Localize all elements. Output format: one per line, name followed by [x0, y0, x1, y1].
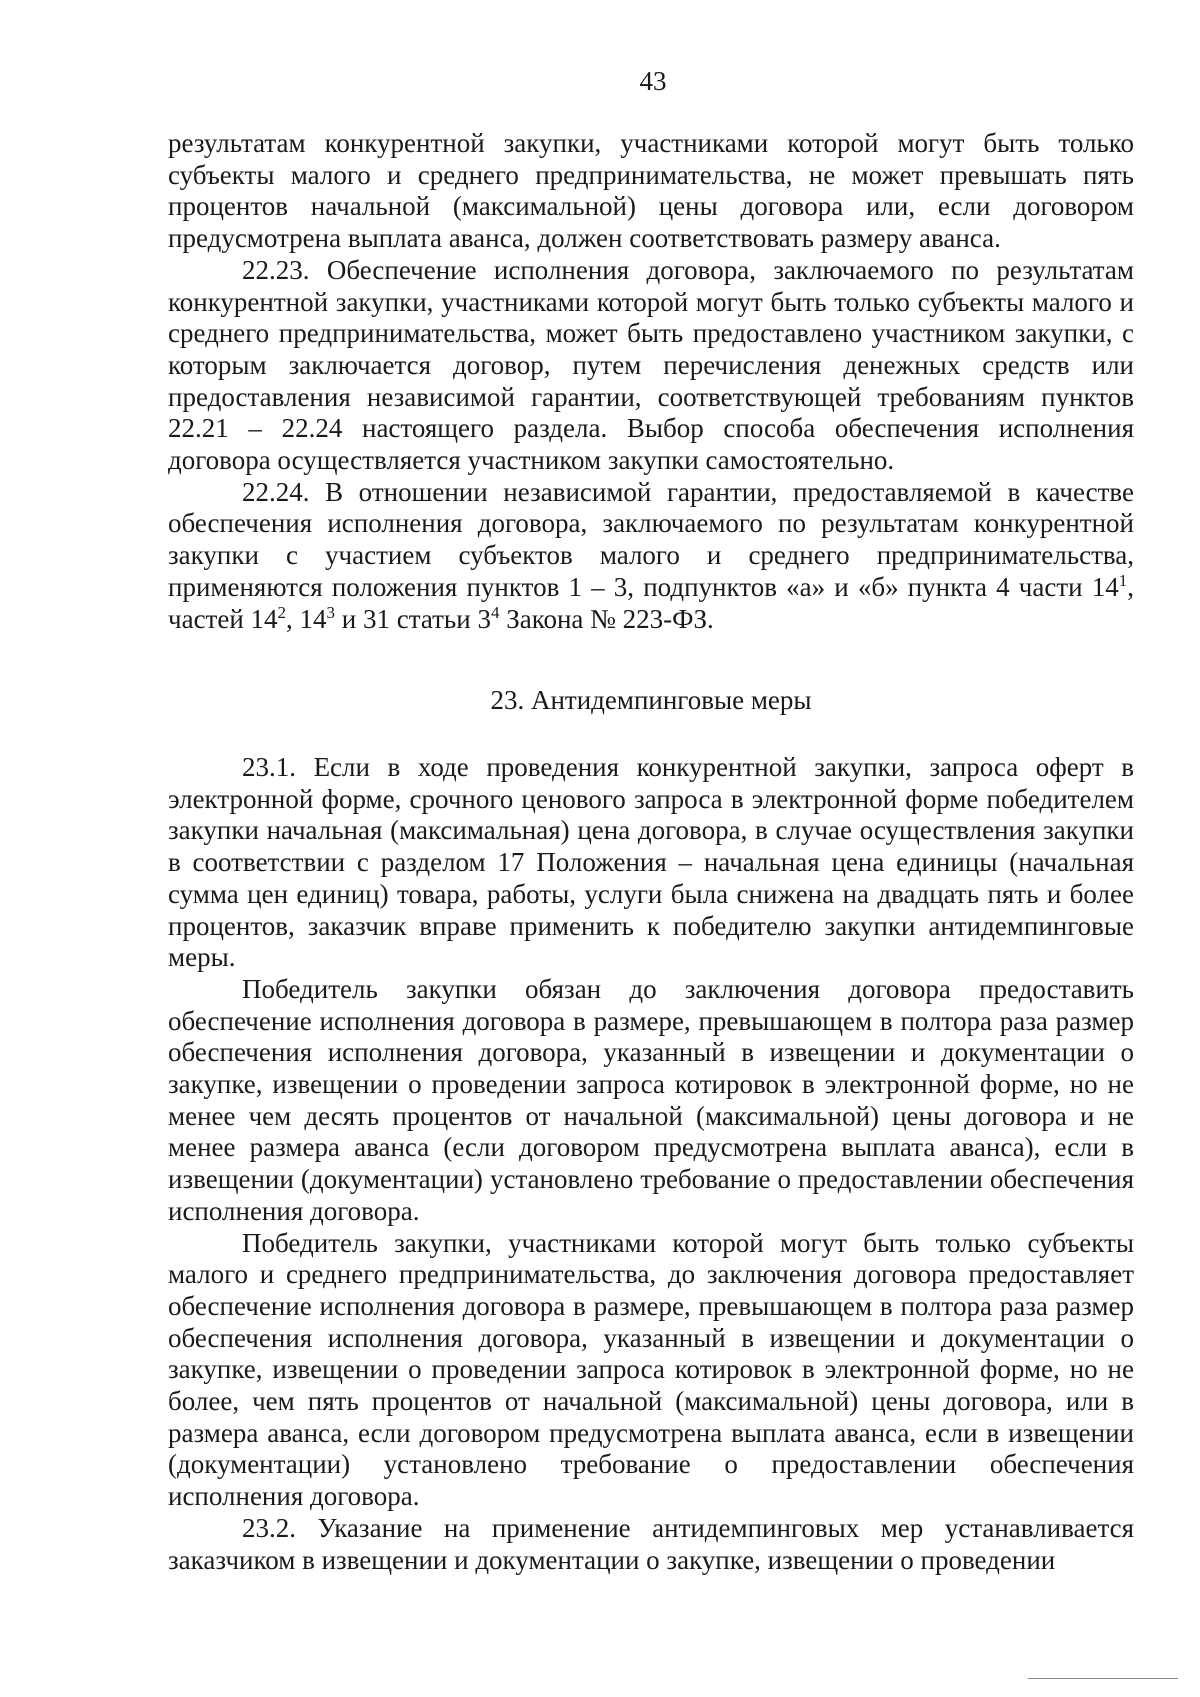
paragraph-23-2: 23.2. Указание на применение антидемпинговых мер устанавливается заказчиком в извещении и документации о закупке, извещении о проведении: [168, 1512, 1134, 1575]
paragraph-continuation: результатам конкурентной закупки, участниками которой могут быть только субъекты малого и среднего предпринимательства, не может превышать пять процентов начальной (максимальной) цены договора или, если договором предусмотрена выплата аванса, должен соответствовать размеру аванса.: [168, 128, 1134, 254]
text-block-section-22: [168, 128, 1134, 635]
section-title: 23. Антидемпинговые меры: [490, 685, 812, 715]
superscript: 1: [1118, 570, 1128, 590]
paragraph-22-24-text: , 14: [286, 603, 327, 634]
paragraph-22-24-text: 22.24. В отношении независимой гарантии, предоставляемой в качестве обеспечения исполнения договора, заключаемого по результатам конкурентной закупки с участием субъектов малого и среднего предпринимательства, применяются положения пунктов 1 – 3, подпунктов «а» и «б» пункта 4 части 14: [168, 476, 1134, 602]
text-block-section-23: [168, 752, 1134, 1576]
paragraph-22-24-text: , частей 14: [168, 571, 1134, 634]
paragraph-winner-obligation: Победитель закупки обязан до заключения договора предоставить обеспечение исполнения договора в размере, превышающем в полтора раза размер обеспечения исполнения договора, указанный в извещении и документации о закупке, извещении о проведении запроса котировок в электронной форме, но не менее чем десять процентов от начальной (максимальной) цены договора и не менее размера аванса (если договором предусмотрена выплата аванса), если в извещении (документации) установлено требование о предоставлении обеспечения исполнения договора.: [168, 973, 1134, 1226]
superscript: 4: [490, 602, 500, 622]
superscript: 2: [277, 602, 287, 622]
scan-artifact-line: [1028, 1678, 1178, 1679]
paragraph-22-24: [168, 477, 1134, 636]
paragraph-22-24-text: и 31 статьи 3: [335, 603, 491, 634]
superscript: 3: [326, 602, 336, 622]
paragraph-sme-winner: Победитель закупки, участниками которой могут быть только субъекты малого и среднего предпринимательства, до заключения договора предоставляет обеспечение исполнения договора в размере, превышающем в полтора раза размер обеспечения исполнения договора, указанный в извещении и документации о закупке, извещении о проведении запроса котировок в электронной форме, но не более, чем пять процентов от начальной (максимальной) цены договора, или в размера аванса, если договором предусмотрена выплата аванса, если в извещении (документации) установлено требование о предоставлении обеспечения исполнения договора.: [168, 1227, 1134, 1512]
page-number: 43: [639, 66, 667, 96]
paragraph-22-24-text: Закона № 223-ФЗ.: [499, 603, 714, 634]
paragraph-22-23: 22.23. Обеспечение исполнения договора, заключаемого по результатам конкурентной закупки, участниками которой могут быть только субъекты малого и среднего предпринимательства, может быть предоставлено участником закупки, с которым заключается договор, путем перечисления денежных средств или предоставления независимой гарантии, соответствующей требованиям пунктов 22.21 – 22.24 настоящего раздела. Выбор способа обеспечения исполнения договора осуществляется участником закупки самостоятельно.: [168, 254, 1134, 476]
paragraph-23-1: 23.1. Если в ходе проведения конкурентной закупки, запроса оферт в электронной форме, срочного ценового запроса в электронной форме победителем закупки начальная (максимальная) цена договора, в случае осуществления закупки в соответствии с разделом 17 Положения – начальная цена единицы (начальная сумма цен единиц) товара, работы, услуги была снижена на двадцать пять и более процентов, заказчик вправе применить к победителю закупки антидемпинговые меры.: [168, 752, 1134, 973]
